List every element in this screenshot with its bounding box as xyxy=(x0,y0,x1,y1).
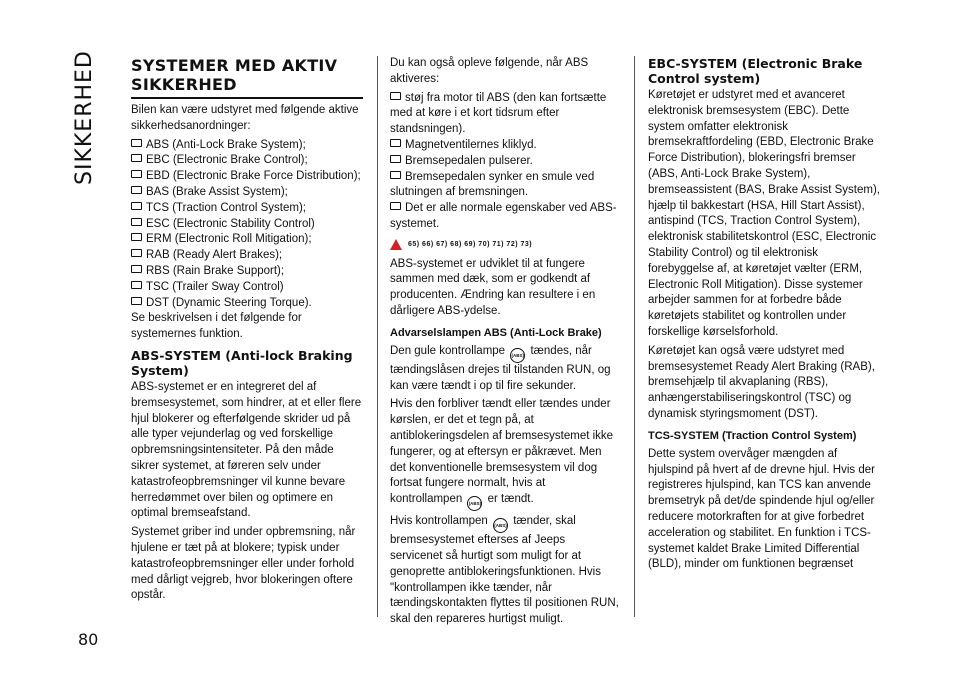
warning-triangle-icon xyxy=(390,239,402,250)
abs-paragraph-2: Systemet griber ind under opbremsning, når hjulene er tæt på at blokere; typisk under katastrofeopbremsninger eller under forhold med dårligt vejgreb, hvor blokeringen oftere opstår. xyxy=(131,526,356,602)
list-item: EBC (Electronic Brake Control); xyxy=(131,153,363,169)
abs-heading: ABS-SYSTEM (Anti-lock Braking System) xyxy=(131,347,353,378)
list-item: Det er alle normale egenskaber ved ABS-systemet. xyxy=(390,201,620,233)
column-1 xyxy=(131,56,363,607)
list-item: Bremsepedalen synker en smule ved slutningen af bremsningen. xyxy=(390,170,620,202)
lamp-paragraph-3 xyxy=(390,514,620,628)
text-span: tændes, når tændingslåsen drejes til tilstanden RUN, og kan være tændt i op til fire sekunder. xyxy=(390,344,611,392)
list-item: TCS (Traction Control System); xyxy=(131,201,363,217)
list-item: BAS (Brake Assist System); xyxy=(131,185,363,201)
list-item: RBS (Rain Brake Support); xyxy=(131,264,363,280)
abs-effects-list xyxy=(390,91,620,233)
tcs-heading: TCS-SYSTEM (Traction Control System) xyxy=(648,429,857,442)
lamp-paragraph-2 xyxy=(390,397,620,511)
section-sidebar-title: SIKKERHED xyxy=(72,50,97,185)
text-span: tænder, skal bremsesystemet efterses af Jeeps servicenet så hurtigt som muligt for at genoprette antiblokeringsfunktionen. Hvis "kontrollampen ikke tænder, når tændingskontakten flyttes til positionen RUN, skal den repareres hurtigst muligt. xyxy=(390,515,619,626)
ebc-paragraph-2: Køretøjet kan også være udstyret med bremsesystemet Ready Alert Braking (RAB), bremsehjælp til akvaplaning (RBS), anhængerstabiliseringskontrol (TSC) og dynamisk styringsmoment (DST). xyxy=(648,344,875,420)
intro-text: Bilen kan være udstyret med følgende aktive sikkerhedsanordninger: xyxy=(131,104,359,132)
list-item: TSC (Trailer Sway Control) xyxy=(131,280,363,296)
warning-refs: 65) 66) 67) 68) 69) 70) 71) 72) 73) xyxy=(408,240,533,248)
column-divider xyxy=(634,56,635,617)
intro-text: Du kan også opleve følgende, når ABS aktiveres: xyxy=(390,57,589,85)
lamp-paragraph-1 xyxy=(390,344,620,395)
text-span: Hvis den forbliver tændt eller tændes under kørslen, er det et tegn på, at antiblokeringsdelen af bremsesystemet ikke fungerer, og at eftersyn er påkrævet. Men det konventionelle bremsesystem vil dog fortsat fungere normalt, hvis at kontrollampen xyxy=(390,398,614,506)
list-item: ESC (Electronic Stability Control) xyxy=(131,217,363,233)
abs-warning-light-icon: (ABS) xyxy=(467,496,482,511)
ebc-paragraph-1: Køretøjet er udstyret med et avanceret elektronisk bremsesystem (EBC). Dette system omfatter elektronisk bremsekraftfordeling (EBD, Electronic Brake Force Distribution), blokeringsfri bremser (ABS, Anti-Lock Brake System), bremseassistent (BAS, Brake Assist System), hjælp til bakkestart (HSA, Hill Start Assist), antispind (TCS, Traction Control System), elektronisk stabilitetskontrol (ESC, Electronic Stability Control) og til elektronisk forebyggelse af, at køretøjet vælter (ERM, Electronic Roll Mitigation). Disse systemer arbejder sammen for at forbedre både køretøjets stabilitet og kontrollen under forskellige kørselsforhold. xyxy=(648,89,880,338)
column-3 xyxy=(648,56,880,576)
abs-lamp-heading: Advarselslampen ABS (Anti-Lock Brake) xyxy=(390,326,602,339)
list-item: ERM (Electronic Roll Mitigation); xyxy=(131,232,363,248)
abs-paragraph-1: ABS-systemet er en integreret del af bremsesystemet, som hindrer, at et eller flere hjul blokerer og efterfølgende skrider ud på alle typer vejunderlag og ved forskellige opbremsningsintensiteter. På den måde sikrer systemet, at føreren selv under katastrofeopbremsninger vil kunne bevare herredømmet over bilen og optimere en optimal bremseafstand. xyxy=(131,380,362,520)
text-span: Hvis kontrollampen xyxy=(390,515,488,528)
list-item: ABS (Anti-Lock Brake System); xyxy=(131,138,363,154)
safety-systems-list xyxy=(131,138,363,312)
list-item: støj fra motor til ABS (den kan fortsætte med at køre i et kort tidsrum efter standsningen). xyxy=(390,91,620,138)
section-heading: SYSTEMER MED AKTIV SIKKERHED xyxy=(131,56,363,99)
ebc-heading: EBC-SYSTEM (Electronic Brake Control system) xyxy=(648,56,863,86)
list-item: RAB (Ready Alert Brakes); xyxy=(131,248,363,264)
list-item: EBD (Electronic Brake Force Distribution); xyxy=(131,169,363,185)
text-span: Den gule kontrollampe xyxy=(390,344,506,357)
column-2 xyxy=(390,56,620,631)
tcs-paragraph-1: Dette system overvåger mængden af hjulspind på hvert af de drevne hjul. Hvis der registreres hjulspind, kan TCS kan anvende bremsetryk på det/de spindende hjul og/eller reducere motorkraften for at give forbedret acceleration og stabilitet. En funktion i TCS-systemet kaldet Brake Limited Differential (BLD), minder om funktionen begrænset xyxy=(648,447,875,571)
list-item: Magnetventilernes kliklyd. xyxy=(390,138,620,154)
tyres-paragraph: ABS-systemet er udviklet til at fungere sammen med dæk, som er godkendt af producenten. Ændring kan resultere i en dårligere ABS-ydelse. xyxy=(390,257,596,317)
text-span: er tændt. xyxy=(487,493,534,506)
list-item: DST (Dynamic Steering Torque). xyxy=(131,296,363,312)
warning-reference xyxy=(390,237,620,253)
abs-warning-light-icon: (ABS) xyxy=(493,518,508,533)
column-divider xyxy=(377,56,378,617)
after-list-text: Se beskrivelsen i det følgende for systemernes funktion. xyxy=(131,312,302,341)
page-number: 80 xyxy=(78,630,99,649)
abs-warning-light-icon: (ABS) xyxy=(510,348,525,363)
list-item: Bremsepedalen pulserer. xyxy=(390,154,620,170)
